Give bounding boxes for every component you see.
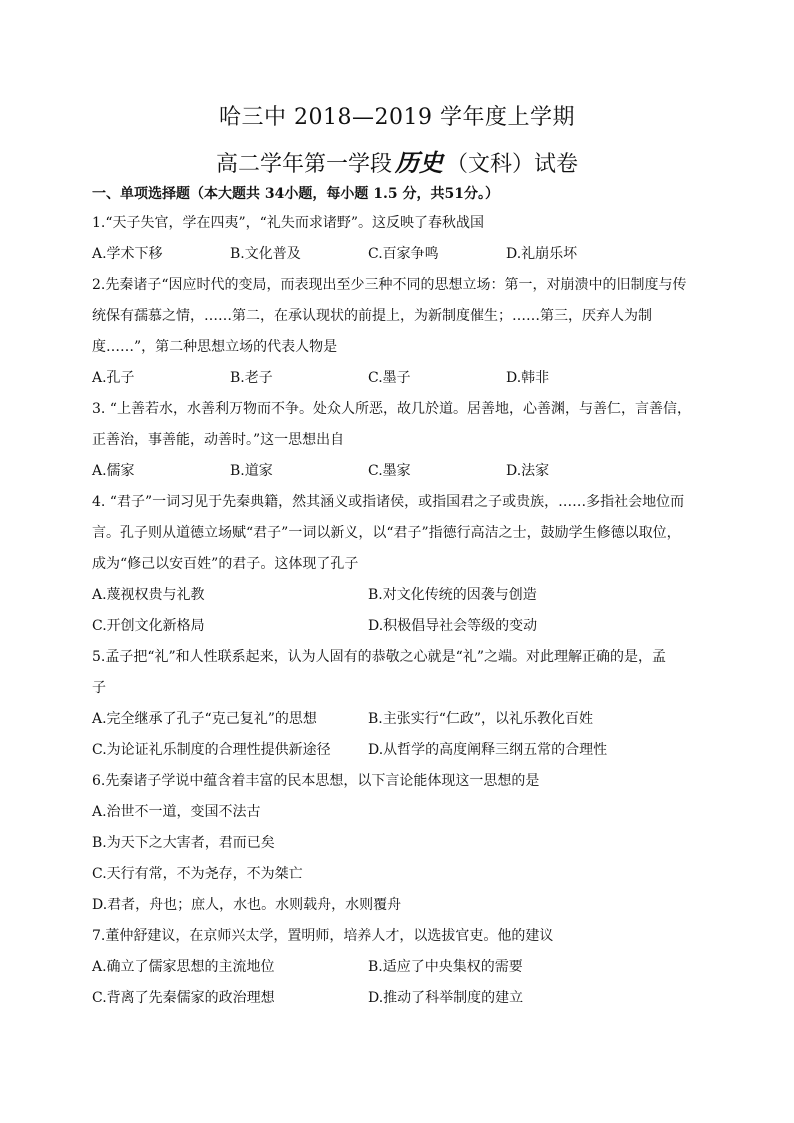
option-a: A.完全继承了孔子“克己复礼”的思想 [92, 711, 317, 727]
option-a: A.孔子 [92, 370, 135, 386]
question-6 [92, 766, 704, 921]
options-row [92, 983, 704, 1014]
question-1 [92, 208, 704, 270]
option-b: B.为天下之大害者，君而已矣 [92, 835, 275, 851]
question-stem-line: 7.董仲舒建议，在京师兴太学，置明师，培养人才，以选拔官吏。他的建议 [92, 928, 554, 944]
option-d: D.韩非 [506, 370, 550, 386]
options-row [92, 580, 704, 611]
question-stem-line: 6.先秦诸子学说中蕴含着丰富的民本思想，以下言论能体现这一思想的是 [92, 773, 540, 789]
option-b: B.对文化传统的因袭与创造 [368, 587, 537, 603]
options-row [92, 363, 704, 394]
question-7 [92, 921, 704, 1014]
option-c: C.墨家 [368, 463, 411, 479]
question-stem-line: 4. “君子”一词习见于先秦典籍，然其涵义或指诸侯，或指国君之子或贵族，……多指社会地位而 [92, 494, 685, 510]
option-d: D.法家 [506, 463, 550, 479]
option-c: C.背离了先秦儒家的政治理想 [92, 990, 275, 1006]
option-d: D.君者，舟也；庶人，水也。水则载舟，水则覆舟 [92, 897, 402, 913]
option-a: A.治世不一道，变国不法古 [92, 804, 261, 820]
question-stem-line: 1.“天子失官，学在四夷”，“礼失而求诸野”。这反映了春秋战国 [92, 215, 484, 231]
option-d: D.礼崩乐坏 [506, 246, 578, 262]
question-2 [92, 270, 704, 394]
option-d: D.推动了科举制度的建立 [368, 990, 524, 1006]
option-c: C.开创文化新格局 [92, 618, 205, 634]
option-b: B.老子 [230, 370, 273, 386]
question-stem-line: 统保有孺慕之情，……第二，在承认现状的前提上，为新制度催生；……第三，厌弃人为制 [92, 308, 652, 324]
option-a: A.确立了儒家思想的主流地位 [92, 959, 275, 975]
question-stem-line: 3. “上善若水，水善利万物而不争。处众人所恶，故几於道。居善地，心善渊，与善仁，言善信， [92, 401, 691, 417]
title-track: （文科）试卷 [446, 152, 579, 177]
option-a: A.蔑视权贵与礼教 [92, 587, 205, 603]
question-stem-line: 5.孟子把“礼”和人性联系起来，认为人固有的恭敬之心就是“礼”之端。对此理解正确的是，孟 [92, 649, 666, 665]
option-a: A.儒家 [92, 463, 135, 479]
options-row [92, 704, 704, 735]
question-5 [92, 642, 704, 766]
options-row [92, 952, 704, 983]
option-b: B.道家 [230, 463, 273, 479]
options-row [92, 456, 704, 487]
question-stem-line: 度……”，第二种思想立场的代表人物是 [92, 339, 338, 355]
question-stem-line: 子 [92, 680, 106, 696]
title-grade-stage: 高二学年第一学段 [215, 152, 392, 177]
options-row [92, 735, 704, 766]
question-4 [92, 487, 704, 642]
option-c: C.天行有常，不为尧存，不为桀亡 [92, 866, 303, 882]
option-d: D.积极倡导社会等级的变动 [368, 618, 538, 634]
options-row [92, 611, 704, 642]
option-b: B.主张实行“仁政”，以礼乐教化百姓 [368, 711, 594, 727]
exam-content [92, 180, 704, 1014]
question-stem-line: 正善治，事善能，动善时。”这一思想出自 [92, 432, 345, 448]
option-d: D.从哲学的高度阐释三纲五常的合理性 [368, 742, 608, 758]
option-c: C.墨子 [368, 370, 411, 386]
options-row [92, 239, 704, 270]
option-c: C.为论证礼乐制度的合理性提供新途径 [92, 742, 331, 758]
question-stem-line: 2.先秦诸子“因应时代的变局，而表现出至少三种不同的思想立场：第一，对崩溃中的旧制度与传 [92, 277, 687, 293]
option-a: A.学术下移 [92, 246, 163, 262]
title-subject: 历史 [395, 148, 443, 177]
option-b: B.适应了中央集权的需要 [368, 959, 523, 975]
question-3 [92, 394, 704, 487]
section-heading: 一、单项选择题（本大题共 34小题，每小题 1.5 分，共51分。） [92, 186, 499, 202]
exam-title-course [0, 143, 794, 178]
option-c: C.百家争鸣 [368, 246, 439, 262]
exam-title-school-year: 哈三中 2018—2019 学年度上学期 [219, 105, 575, 130]
question-stem-line: 成为“修己以安百姓”的君子。这体现了孔子 [92, 556, 359, 572]
option-b: B.文化普及 [230, 246, 301, 262]
question-stem-line: 言。孔子则从道德立场赋“君子”一词以新义，以“君子”指德行高洁之士，鼓励学生修德以取位， [92, 525, 681, 541]
